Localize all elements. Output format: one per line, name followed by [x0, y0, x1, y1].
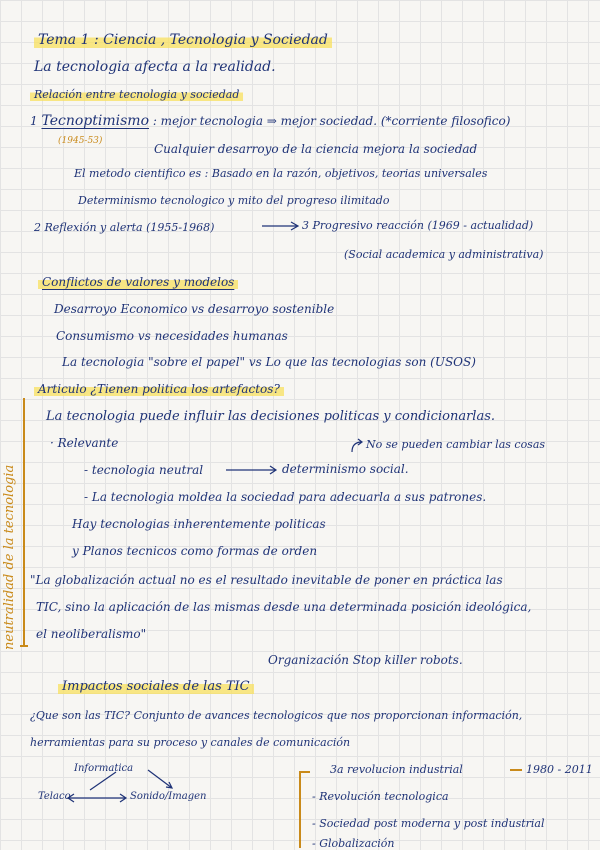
globalizacion: - Globalización	[312, 837, 395, 850]
articulo-cambiar: No se pueden cambiar las cosas	[366, 438, 546, 451]
reflexion-line: 2 Reflexión y alerta (1955-1968)	[34, 221, 215, 234]
articulo-neutral: - tecnologia neutral	[84, 463, 204, 477]
conflicto-2: Consumismo vs necesidades humanas	[56, 329, 288, 343]
revolucion-tecnologica: - Revolución tecnologica	[312, 790, 449, 803]
reaccion-sub: (Social academica y administrativa)	[344, 248, 544, 261]
arrow-inf-son	[148, 770, 172, 788]
articulo-moldea: - La tecnologia moldea la sociedad para adecuarla a sus patrones.	[84, 490, 487, 504]
section-conflictos: Conflictos de valores y modelos	[38, 276, 238, 288]
articulo-relevante: · Relevante	[50, 436, 119, 450]
stop-killer-robots: Organización Stop killer robots.	[268, 653, 463, 667]
arrow-tel-son	[68, 794, 126, 802]
page-title: Tema 1 : Ciencia , Tecnologia y Sociedad	[34, 33, 332, 47]
arrow-inf-tel	[90, 772, 116, 790]
articulo-inherente: Hay tecnologias inherentemente politicas	[72, 517, 326, 531]
quote-line-3: el neoliberalismo"	[36, 627, 147, 641]
conflicto-1: Desarroyo Economico vs desarroyo sostenible	[54, 302, 335, 316]
tecnoptimismo-d: Determinismo tecnologico y mito del progreso ilimitado	[78, 194, 390, 207]
articulo-1: La tecnologia puede influir las decisiones politicas y condicionarlas.	[46, 409, 495, 424]
triangle-sonido: Sonido/Imagen	[130, 791, 207, 802]
conflicto-3: La tecnologia "sobre el papel" vs Lo que las tecnologias son (USOS)	[62, 355, 476, 369]
reaccion-line: 3 Progresivo reacción (1969 - actualidad)	[302, 219, 534, 232]
tecnoptimismo-line: 1 Tecnoptimismo : mejor tecnologia ⇒ mejor sociedad. (*corriente filosofico)	[30, 113, 511, 129]
intro-line: La tecnologia afecta a la realidad.	[34, 59, 276, 75]
revolucion-industrial: 3a revolucion industrial	[330, 763, 463, 776]
tecnoptimismo-c: El metodo cientifico es : Basado en la razón, objetivos, teorias universales	[74, 167, 488, 180]
triangle-telaco: Telaco	[38, 791, 71, 802]
triangle-informatica: Informatica	[74, 763, 134, 774]
tecnoptimismo-b: Cualquier desarroyo de la ciencia mejora la sociedad	[154, 142, 478, 156]
side-bracket	[20, 398, 28, 646]
section-impactos: Impactos sociales de las TIC	[58, 680, 254, 693]
arrow-reflexion-to-reaccion	[262, 222, 298, 230]
revolucion-bracket	[300, 772, 310, 848]
quote-line-2: TIC, sino la aplicación de las mismas desde una determinada posición ideológica,	[36, 600, 532, 614]
sociedad-post: - Sociedad post moderna y post industrial	[312, 817, 545, 830]
tic-def-1: ¿Que son las TIC? Conjunto de avances tecnologicos que nos proporcionan información,	[30, 709, 523, 722]
tecnoptimismo-years: (1945-53)	[58, 136, 103, 146]
articulo-planos: y Planos tecnicos como formas de orden	[72, 544, 318, 558]
revolucion-years: 1980 - 2011	[526, 763, 593, 776]
quote-line-1: "La globalización actual no es el resultado inevitable de poner en práctica las	[30, 573, 503, 587]
tic-def-2: herramientas para su proceso y canales de comunicación	[30, 736, 351, 749]
arrow-cambiar	[352, 439, 362, 452]
side-annotation: neutralidad de la tecnologia	[2, 464, 17, 650]
section-relacion: Relación entre tecnologia y sociedad	[30, 89, 243, 100]
articulo-determinismo: determinismo social.	[282, 462, 409, 476]
arrow-neutral-determinismo	[226, 466, 276, 474]
section-articulo: Articulo ¿Tienen politica los artefactos?	[34, 383, 284, 395]
